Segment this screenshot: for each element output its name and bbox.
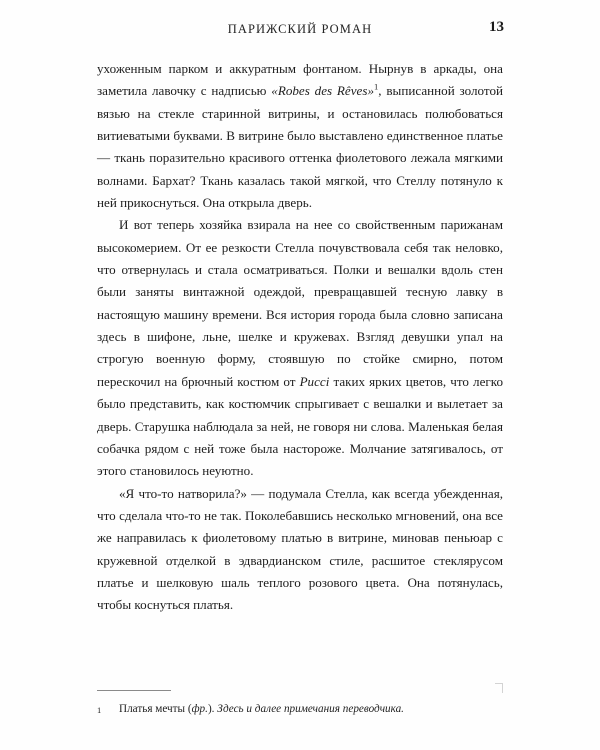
text-run: ухоженным парком и аккуратным фонтаном. Нырнув в аркады, она заметила лавочку с надписью — [97, 61, 503, 99]
footnote-text — [119, 702, 503, 718]
text-run-italic: Pucci — [299, 373, 330, 389]
text-run-italic: «Robes des Rêves» — [271, 83, 375, 99]
footnote-run-italic: фр. — [191, 703, 208, 715]
text-run: «Я что-то натворила?» — подумала Стелла, как всегда убежденная, что сделала что-то не так. Поколебавшись несколько мгновений, она все же направилась к фиолетовому платью в витрине, миновав пеньюар с кружевной отделкой в эдвардианском стиле, расшитое стеклярусом платье и шелковую шаль теплого розового цвета. Она потянулась, чтобы коснуться платья. — [97, 485, 503, 613]
footnote-area — [97, 690, 503, 718]
footnote — [97, 702, 503, 718]
footnote-run: Платья мечты ( — [119, 703, 192, 715]
paragraph — [97, 214, 503, 482]
page-number: 13 — [489, 19, 504, 35]
footnote-separator — [97, 690, 171, 691]
running-head — [96, 22, 504, 42]
footnote-run: ). — [207, 703, 218, 715]
body-text — [97, 58, 503, 617]
text-run: таких ярких цветов, что легко было представить, как костюмчик спрыгивает с вешалки и вылетает за дверь. Старушка наблюдала за ней, не говоря ни слова. Маленькая белая собачка рядом с ней тоже была настороже. Молчание затягивалось, от этого становилось неуютно. — [97, 373, 503, 479]
paragraph — [97, 483, 503, 617]
footnote-marker: 1 — [97, 705, 102, 715]
text-run: И вот теперь хозяйка взирала на нее со свойственным парижанам высокомерием. От ее резкости Стелла почувствовала себя так неловко, что отвернулась и стала осматриваться. Полки и вешалки вдоль стен были заняты винтажной одеждой, превращавшей тесную лавку в настоящую машину времени. Вся история города была словно записана здесь в шифоне, льне, шелке и кружевах. Взгляд девушки упал на строгую военную форму, стоявшую по стойке смирно, потом перескочил на брючный костюм от — [97, 217, 503, 389]
footnote-reference: 1 — [374, 81, 379, 92]
running-head-title: ПАРИЖСКИЙ РОМАН — [227, 22, 373, 36]
footnote-run-italic: Здесь и далее примечания переводчика. — [217, 703, 404, 715]
paragraph — [97, 58, 503, 214]
text-run: , выписанной золотой вязью на стекле старинной витрины, и остановилась полюбоваться витиеватыми буквами. В витрине было выставлено единственное платье — ткань поразительно красивого оттенка фиолетового лежала мягкими волнами. Бархат? Ткань казалась такой мягкой, что Стеллу потянуло к ней прикоснуться. Она открыла дверь. — [97, 83, 504, 211]
